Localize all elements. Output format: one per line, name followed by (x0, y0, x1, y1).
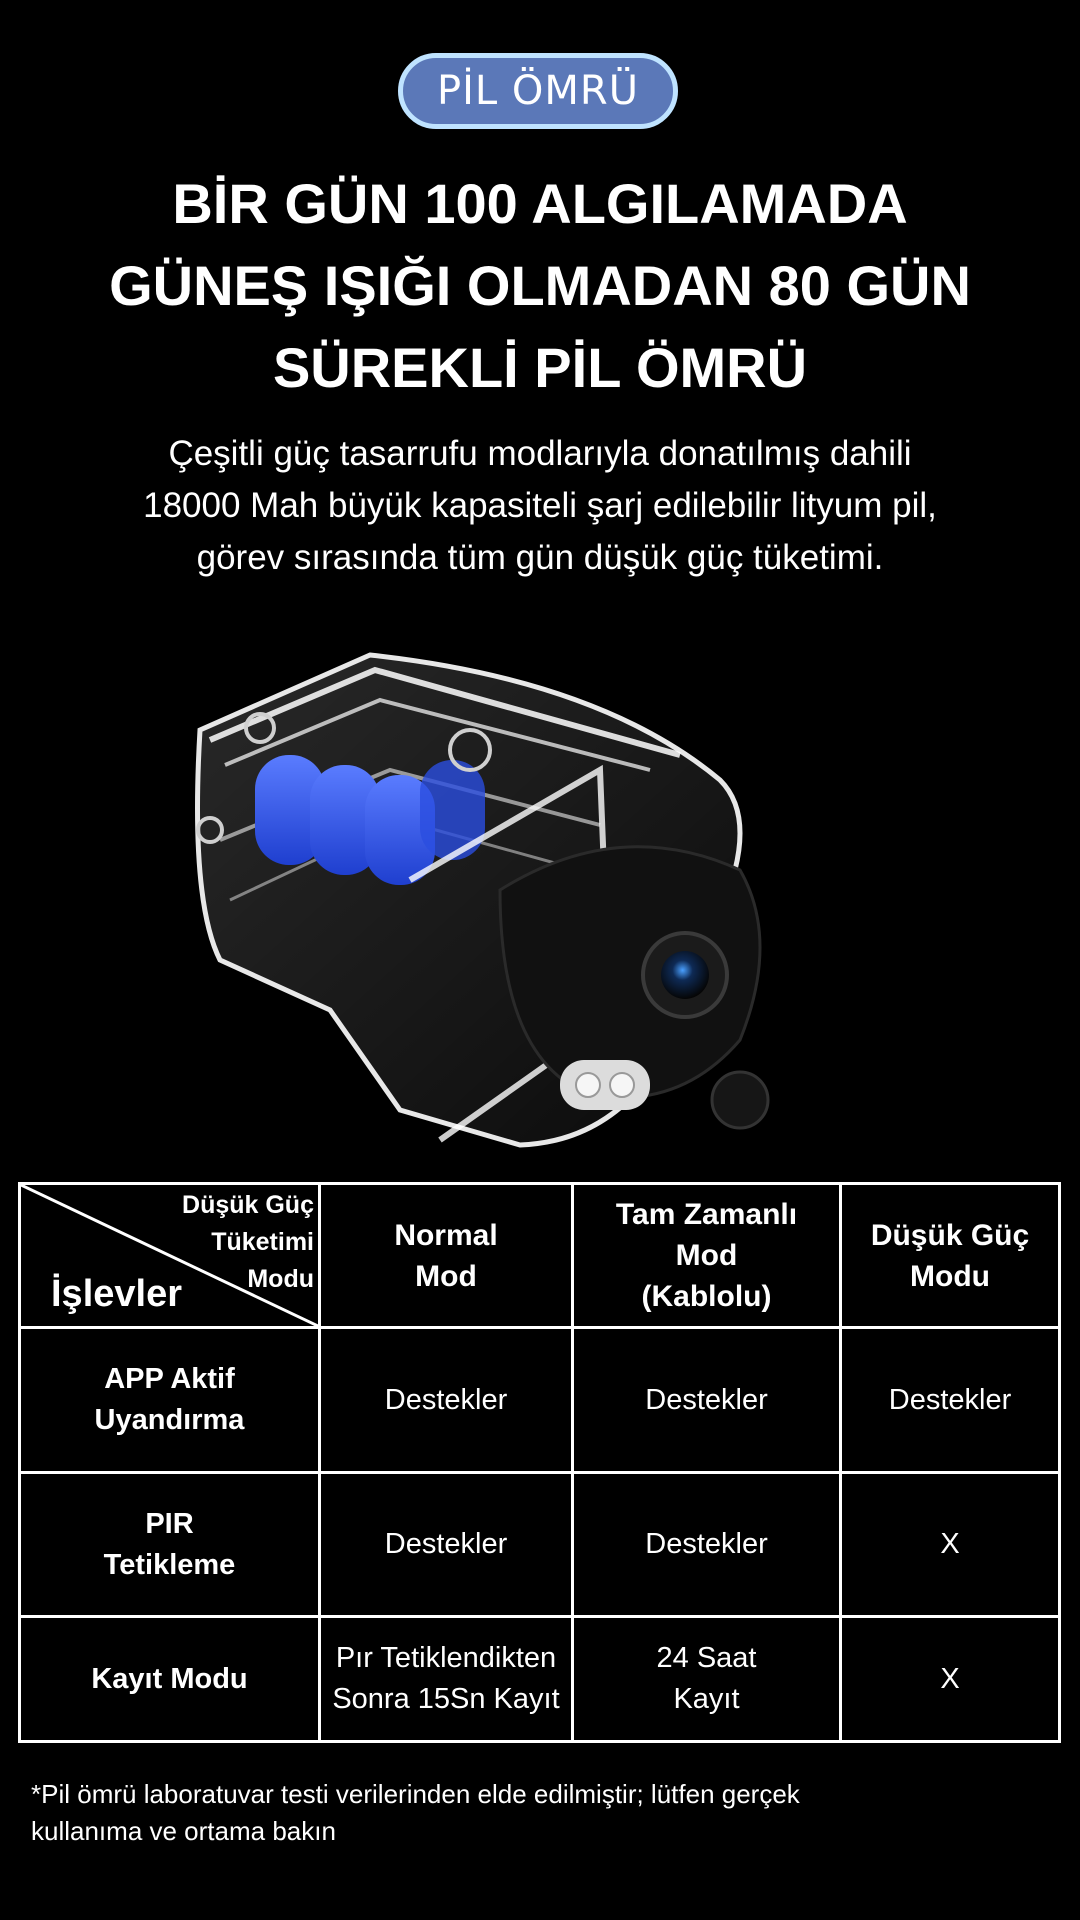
corner-mode-line: Düşük Güç (182, 1191, 314, 1219)
header-line: Modu (910, 1259, 990, 1293)
headline-line: GÜNEŞ IŞIĞI OLMADAN 80 GÜN (109, 254, 971, 317)
table-row (20, 1473, 1060, 1617)
header-line: Düşük Güç (870, 1218, 1030, 1252)
row-label-line: PIR (145, 1507, 194, 1540)
cell-line: 24 Saat (656, 1642, 757, 1674)
header-low-power-mode (841, 1184, 1060, 1328)
table-cell (320, 1617, 573, 1742)
description-line: Çeşitli güç tasarrufu modlarıyla donatılmış dahili (168, 434, 912, 473)
footnote-line: kullanıma ve ortama bakın (31, 1816, 336, 1846)
cell-line: Destekler (384, 1383, 508, 1416)
headline-line: BİR GÜN 100 ALGILAMADA (172, 172, 908, 235)
header-line: (Kablolu) (641, 1280, 772, 1313)
description-line: 18000 Mah büyük kapasiteli şarj edilebilir lityum pil, (143, 486, 937, 525)
header-line: Tam Zamanlı (615, 1198, 798, 1231)
row-label-line: Tetikleme (103, 1548, 236, 1581)
corner-mode-line: Modu (247, 1265, 314, 1293)
table-cell (841, 1473, 1060, 1617)
table-header-row (20, 1184, 1060, 1328)
table-cell (573, 1328, 841, 1473)
mode-comparison-table (18, 1182, 1061, 1743)
table-cell (841, 1617, 1060, 1742)
header-normal-mode (320, 1184, 573, 1328)
headline-line: SÜREKLİ PİL ÖMRÜ (272, 336, 808, 399)
footnote-line: *Pil ömrü laboratuvar testi verilerinden elde edilmiştir; lütfen gerçek (31, 1779, 800, 1809)
corner-functions-label: İşlevler (51, 1273, 182, 1315)
row-label-line: Uyandırma (94, 1404, 245, 1436)
headline (0, 163, 1080, 409)
footnote (31, 1776, 931, 1850)
table-corner-cell (20, 1184, 320, 1328)
section-badge: PİL ÖMRÜ (398, 53, 678, 129)
cell-line: Destekler (888, 1383, 1012, 1416)
cell-line: Destekler (645, 1528, 768, 1560)
row-label-line: Kayıt Modu (91, 1662, 248, 1695)
cell-line: Pır Tetiklendikten (335, 1642, 557, 1674)
camera-battery-device-illustration (180, 640, 880, 1160)
header-line: Mod (675, 1239, 738, 1272)
table-cell (841, 1328, 1060, 1473)
cell-line: X (940, 1528, 960, 1560)
cell-line: Sonra 15Sn Kayıt (332, 1683, 560, 1715)
table-row (20, 1328, 1060, 1473)
cell-line: Destekler (645, 1383, 768, 1416)
description-line: görev sırasında tüm gün düşük güç tüketimi. (196, 538, 884, 577)
row-label (20, 1617, 320, 1742)
cell-line: X (940, 1662, 960, 1695)
header-line: Mod (415, 1259, 477, 1293)
row-label-line: APP Aktif (104, 1363, 235, 1395)
corner-mode-line: Tüketimi (211, 1228, 314, 1256)
table-row (20, 1617, 1060, 1742)
table-cell (573, 1617, 841, 1742)
description (60, 428, 1020, 584)
table-cell (320, 1328, 573, 1473)
header-fulltime-mode (573, 1184, 841, 1328)
row-label (20, 1473, 320, 1617)
cell-line: Kayıt (673, 1683, 740, 1715)
cell-line: Destekler (384, 1528, 508, 1560)
row-label (20, 1328, 320, 1473)
table-cell (573, 1473, 841, 1617)
header-line: Normal (394, 1218, 498, 1252)
table-cell (320, 1473, 573, 1617)
